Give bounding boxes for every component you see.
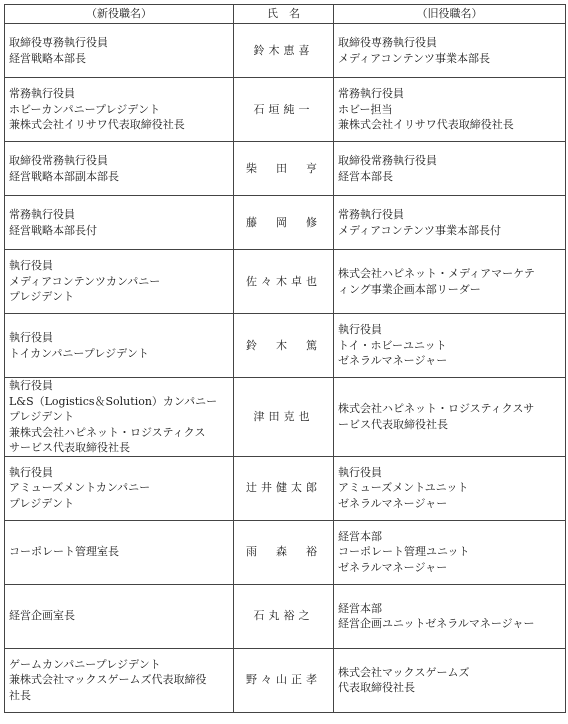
old-title-cell <box>334 378 566 457</box>
new-title-line: 取締役常務執行役員 <box>9 154 108 167</box>
person-name: 野々山正孝 <box>234 648 334 712</box>
new-title-line: 兼株式会社ハピネット・ロジスティクス <box>9 425 206 439</box>
new-title-line: 兼株式会社マックスゲームズ代表取締役 <box>9 673 207 687</box>
old-title-line: 常務執行役員 <box>338 208 404 221</box>
old-title-line: メディアコンテンツ事業本部長 <box>338 51 491 65</box>
new-title-cell <box>5 314 234 378</box>
new-title-cell <box>5 378 234 457</box>
new-title-cell <box>5 196 234 250</box>
new-title-line: 常務執行役員 <box>9 87 75 101</box>
new-title-line: トイカンパニープレジデント <box>9 346 149 360</box>
new-title-line: 社長 <box>9 688 31 702</box>
new-title-cell <box>5 584 234 648</box>
new-title-line: メディアコンテンツカンパニー <box>9 274 161 288</box>
old-title-cell <box>334 584 566 648</box>
old-title-line: 株式会社ハピネット・メディアマーケテ <box>338 267 535 280</box>
new-title-line: 兼株式会社イリサワ代表取締役社長 <box>9 118 185 132</box>
new-title-line: プレジデント <box>9 410 75 423</box>
old-title-line: 執行役員 <box>338 465 382 479</box>
old-title-line: 代表取締役社長 <box>338 681 415 694</box>
new-title-cell <box>5 520 234 584</box>
new-title-cell <box>5 456 234 520</box>
new-title-line: プレジデント <box>9 290 75 304</box>
new-title-line: 執行役員 <box>9 465 53 479</box>
old-title-line: 取締役専務執行役員 <box>338 36 437 49</box>
table-row <box>5 142 566 196</box>
new-title-line: 執行役員 <box>9 259 53 273</box>
new-title-cell <box>5 24 234 78</box>
table-row <box>5 520 566 584</box>
old-title-line: 株式会社マックスゲームズ <box>338 665 470 679</box>
header-name: 氏 名 <box>234 5 334 24</box>
table-row <box>5 584 566 648</box>
old-title-cell <box>334 142 566 196</box>
table-row <box>5 250 566 314</box>
new-title-line: 経営戦略本部長付 <box>9 223 97 237</box>
new-title-cell <box>5 250 234 314</box>
table-row <box>5 378 566 457</box>
old-title-cell <box>334 520 566 584</box>
old-title-line: 執行役員 <box>338 323 382 337</box>
new-title-line: プレジデント <box>9 496 75 510</box>
person-name: 石丸裕之 <box>234 584 334 648</box>
old-title-line: ゼネラルマネージャー <box>338 354 448 368</box>
new-title-line: サービス代表取締役社長 <box>9 441 130 454</box>
executive-roster-table <box>4 4 566 713</box>
old-title-line: 兼株式会社イリサワ代表取締役社長 <box>338 118 514 132</box>
new-title-cell <box>5 78 234 142</box>
old-title-cell <box>334 250 566 314</box>
new-title-line: 取締役専務執行役員 <box>9 36 108 49</box>
old-title-line: 常務執行役員 <box>338 87 404 101</box>
person-name: 雨 森 裕 <box>234 520 334 584</box>
new-title-line: 執行役員 <box>9 379 53 392</box>
person-name: 柴 田 亨 <box>234 142 334 196</box>
old-title-line: ホビー担当 <box>338 102 393 116</box>
old-title-line: ービス代表取締役社長 <box>338 417 448 431</box>
old-title-line: コーポレート管理ユニット <box>338 545 470 559</box>
new-title-cell <box>5 142 234 196</box>
header-row <box>5 5 566 24</box>
table-row <box>5 196 566 250</box>
old-title-line: ゼネラルマネージャー <box>338 496 448 510</box>
old-title-line: 経営本部長 <box>338 169 393 183</box>
old-title-line: 取締役常務執行役員 <box>338 154 437 167</box>
new-title-line: 執行役員 <box>9 331 53 344</box>
old-title-cell <box>334 196 566 250</box>
old-title-line: 株式会社ハピネット・ロジスティクスサ <box>338 402 535 416</box>
person-name: 津田克也 <box>234 378 334 457</box>
header-old-title: （旧役職名） <box>334 5 566 24</box>
header-new-title: （新役職名） <box>5 5 234 24</box>
new-title-line: アミューズメントカンパニー <box>9 481 151 495</box>
new-title-line: 常務執行役員 <box>9 208 75 221</box>
table-row <box>5 456 566 520</box>
old-title-line: ィング事業企画本部リーダー <box>338 282 481 296</box>
new-title-line: 経営戦略本部長 <box>9 51 86 65</box>
table-row <box>5 78 566 142</box>
person-name: 鈴木恵喜 <box>234 24 334 78</box>
new-title-line: L&S（Logistics＆Solution）カンパニー <box>9 394 218 408</box>
new-title-line: 経営企画室長 <box>9 609 75 623</box>
old-title-line: 経営本部 <box>338 529 382 543</box>
old-title-line: 経営本部 <box>338 601 382 615</box>
old-title-cell <box>334 314 566 378</box>
new-title-line: コーポレート管理室長 <box>9 545 119 559</box>
person-name: 辻井健太郎 <box>234 456 334 520</box>
old-title-line: メディアコンテンツ事業本部長付 <box>338 223 502 237</box>
old-title-cell <box>334 648 566 712</box>
new-title-line: ゲームカンパニープレジデント <box>9 657 161 671</box>
old-title-cell <box>334 456 566 520</box>
new-title-cell <box>5 648 234 712</box>
table-row <box>5 24 566 78</box>
old-title-line: トイ・ホビーユニット <box>338 338 447 352</box>
person-name: 石垣純一 <box>234 78 334 142</box>
old-title-line: 経営企画ユニットゼネラルマネージャー <box>338 617 535 630</box>
person-name: 鈴 木 篤 <box>234 314 334 378</box>
new-title-line: 経営戦略本部副本部長 <box>9 169 119 183</box>
old-title-cell <box>334 78 566 142</box>
person-name: 藤 岡 修 <box>234 196 334 250</box>
table-row <box>5 314 566 378</box>
new-title-line: ホビーカンパニープレジデント <box>9 102 161 116</box>
old-title-line: ゼネラルマネージャー <box>338 560 448 574</box>
old-title-cell <box>334 24 566 78</box>
table-row <box>5 648 566 712</box>
old-title-line: アミューズメントユニット <box>338 481 469 495</box>
person-name: 佐々木卓也 <box>234 250 334 314</box>
